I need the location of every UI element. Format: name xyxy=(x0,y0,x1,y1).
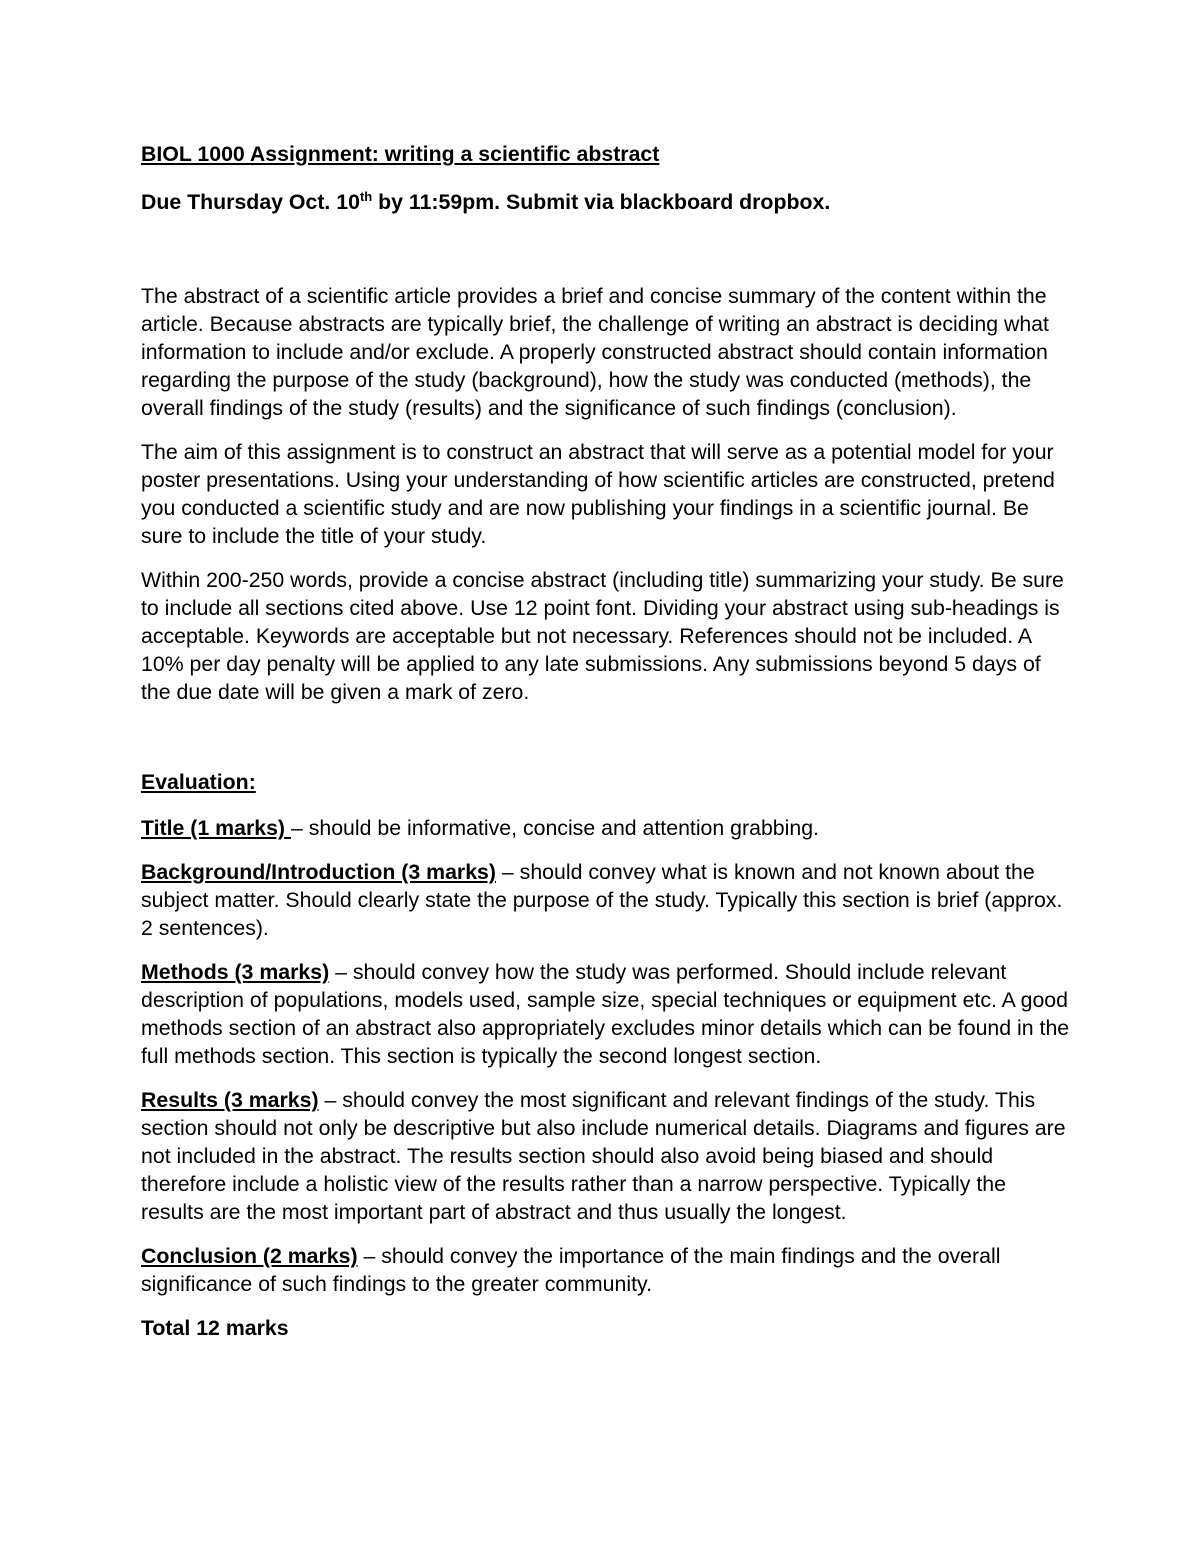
aim-paragraph: The aim of this assignment is to construct an abstract that will serve as a potential model for your poster presentations. Using your understanding of how scientific articles are constructed, pretend you conducted a scientific study and are now publishing your findings in a scientific journal. Be sure to include the title of your study. xyxy=(141,440,1055,548)
intro-paragraph: The abstract of a scientific article provides a brief and concise summary of the content within the article. Because abstracts are typically brief, the challenge of writing an abstract is deciding what information to include and/or exclude. A properly constructed abstract should contain information regarding the purpose of the study (background), how the study was conducted (methods), the overall findings of the study (results) and the significance of such findings (conclusion). xyxy=(141,284,1049,420)
criterion-description: – should convey what is known and not known about the subject matter. Should clearly state the purpose of the study. Typically this section is brief (approx. 2 sentences). xyxy=(141,860,1063,940)
due-date-prefix: Due Thursday Oct. 10 xyxy=(141,190,360,214)
criterion-methods xyxy=(141,958,1071,1070)
requirements-paragraph: Within 200-250 words, provide a concise abstract (including title) summarizing your study. Be sure to include all sections cited above. Use 12 point font. Dividing your abstract using sub-headings is acceptable. Keywords are acceptable but not necessary. References should not be included. A 10% per day penalty will be applied to any late submissions. Any submissions beyond 5 days of the due date will be given a mark of zero. xyxy=(141,568,1064,704)
due-date-suffix: by 11:59pm. Submit via blackboard dropbox. xyxy=(372,190,831,214)
criterion-description: – should convey the importance of the main findings and the overall significance of such findings to the greater community. xyxy=(141,1244,1001,1296)
criterion-description: – should convey how the study was performed. Should include relevant description of populations, models used, sample size, special techniques or equipment etc. A good methods section of an abstract also appropriately excludes minor details which can be found in the full methods section. This section is typically the second longest section. xyxy=(141,960,1070,1068)
document-page xyxy=(141,138,1071,1342)
criterion-label: Methods (3 marks) xyxy=(141,960,330,984)
criterion-background xyxy=(141,858,1071,942)
assignment-title: BIOL 1000 Assignment: writing a scientific abstract xyxy=(141,142,660,166)
section-spacer xyxy=(141,722,1071,766)
criterion-title xyxy=(141,814,1071,842)
due-date-superscript: th xyxy=(359,188,373,204)
criterion-results xyxy=(141,1086,1071,1226)
due-date-line xyxy=(141,186,1071,218)
criterion-label: Results (3 marks) xyxy=(141,1088,319,1112)
criterion-label: Title (1 marks) xyxy=(141,816,291,840)
criterion-label: Conclusion (2 marks) xyxy=(141,1244,358,1268)
criterion-description: – should convey the most significant and relevant findings of the study. This section should not only be descriptive but also include numerical details. Diagrams and figures are not included in the abstract. The results section should also avoid being biased and should therefore include a holistic view of the results rather than a narrow perspective. Typically the results are the most important part of abstract and thus usually the longest. xyxy=(141,1088,1066,1224)
criterion-label: Background/Introduction (3 marks) xyxy=(141,860,496,884)
total-marks: Total 12 marks xyxy=(141,1316,289,1340)
criterion-description: – should be informative, concise and attention grabbing. xyxy=(290,816,819,840)
criterion-conclusion xyxy=(141,1242,1071,1298)
evaluation-heading: Evaluation: xyxy=(141,770,256,794)
